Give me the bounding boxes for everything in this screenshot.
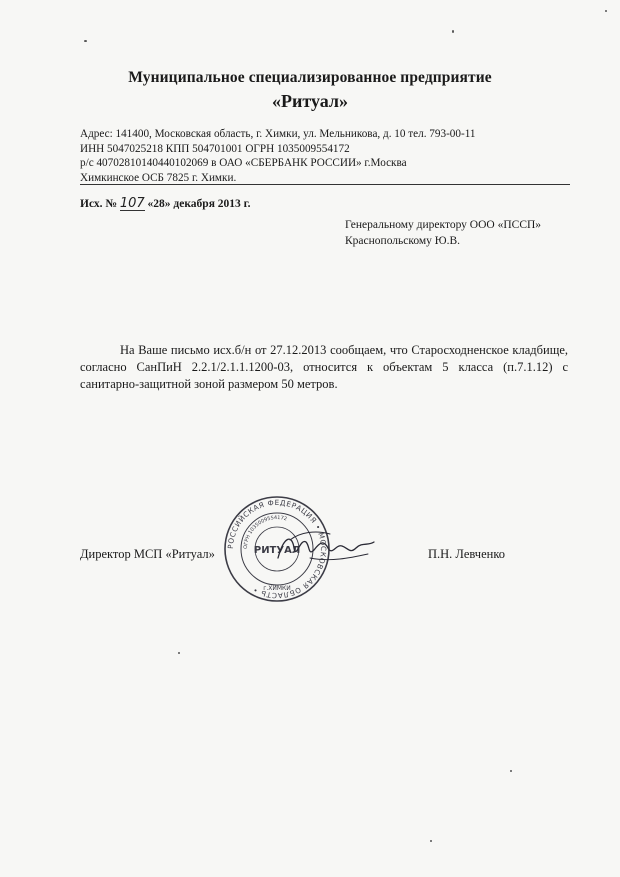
- scan-speck: [178, 652, 180, 654]
- scan-speck: [84, 40, 87, 42]
- outgoing-date: «28» декабря 2013 г.: [144, 198, 251, 210]
- scan-speck: [605, 10, 607, 12]
- addressee-block: [345, 218, 541, 249]
- scan-speck: [452, 30, 454, 33]
- outgoing-prefix: Исх. №: [80, 198, 120, 210]
- addressee-position: Генеральному директору ООО «ПССП»: [345, 219, 542, 231]
- requisites-address: Адрес: 141400, Московская область, г. Химки, ул. Мельникова, д. 10 тел. 793-00-11: [80, 128, 476, 140]
- handwritten-signature: [270, 528, 380, 568]
- scan-speck: [430, 840, 432, 842]
- stamp-center-text: РИТУАЛ: [253, 545, 301, 556]
- requisites-bank: Химкинское ОСБ 7825 г. Химки.: [80, 171, 237, 184]
- outgoing-number: [80, 198, 250, 211]
- stamp-ogrn-text: ОГРН 1035009554172: [242, 514, 288, 550]
- addressee-name: Краснопольскому Ю.В.: [345, 234, 461, 247]
- signer-position: Директор МСП «Ритуал»: [80, 547, 215, 561]
- letter-body: [80, 342, 568, 393]
- body-paragraph: На Ваше письмо исх.б/н от 27.12.2013 сообщаем, что Старосходненское кладбище, согласно СанПиН 2.2.1/2.1.1.1200-03, относится к объектам 5 класса (п.7.1.12) с санитарно-защитной зоной размером 50 метров.: [80, 343, 568, 391]
- org-title-line: Муниципальное специализированное предприятие: [128, 69, 492, 86]
- signer-name: П.Н. Левченко: [428, 547, 506, 561]
- requisites-block: [80, 127, 580, 185]
- stamp-bottom-text: г.ХИМКИ: [263, 585, 291, 592]
- scan-speck: [510, 770, 512, 772]
- stamp-outer-text: РОССИЙСКАЯ ФЕДЕРАЦИЯ • МОСКОВСКАЯ ОБЛАСТЬ •: [225, 497, 329, 601]
- org-name: «Ритуал»: [272, 91, 348, 111]
- requisites-account: р/с 40702810140440102069 в ОАО «СБЕРБАНК РОССИИ» г.Москва: [80, 157, 407, 169]
- header-divider: [80, 184, 570, 185]
- outgoing-handwritten-number: 107: [119, 196, 145, 211]
- requisites-inn: ИНН 5047025218 КПП 504701001 ОГРН 1035009554172: [80, 142, 350, 155]
